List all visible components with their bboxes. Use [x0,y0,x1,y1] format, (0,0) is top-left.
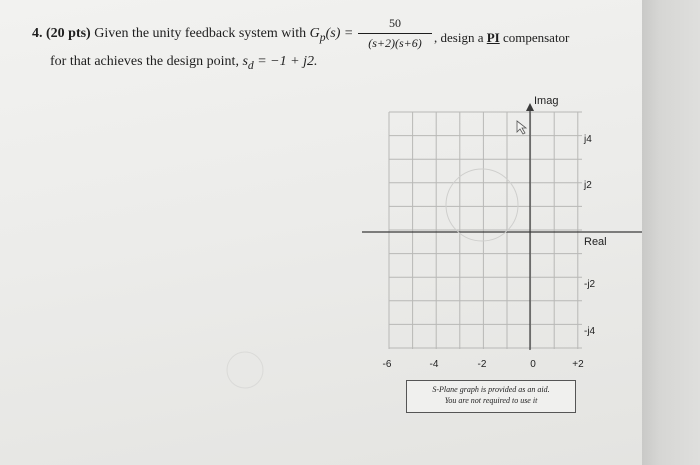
plant-symbol: $G_p(s)$ = [309,26,354,44]
design-point-symbol: $s_d$ [242,54,254,72]
x-tick-label: 0 [530,359,536,370]
line2-text: for that achieves the design point, [50,54,239,69]
imag-axis-label: Imag [534,95,559,107]
note-line-2: You are not required to use it [444,396,538,405]
pi-label: PI [486,30,500,45]
problem-text-after: , design a PI compensator [434,30,570,45]
cursor-icon [517,121,526,134]
y-tick-label: j2 [584,180,592,191]
s-plane-aid-note [406,380,576,413]
compensator-word: compensator [502,30,570,45]
x-tick-labels [383,359,585,370]
y-tick-label: -j4 [584,326,596,337]
tf-denominator: (s+2)(s+6) [368,36,422,50]
y-tick-label: -j2 [584,279,596,290]
real-axis-label: Real [584,236,607,248]
problem-text-before: Given the unity feedback system with [94,26,307,41]
faint-circle-mark-lower [227,352,263,388]
grid-lines [389,112,582,349]
note-line-1: S-Plane graph is provided as an aid. [432,385,550,394]
tf-numerator: 50 [389,16,401,30]
problem-points: (20 pts) [46,26,91,41]
paper-edge-background [642,0,700,465]
x-tick-label: -4 [429,359,439,370]
problem-number: 4. [32,26,43,41]
imag-axis-arrow [526,103,534,111]
x-tick-label: -6 [382,359,392,370]
x-tick-label: -2 [477,359,487,370]
design-point-value: = −1 + j2. [257,54,318,69]
x-tick-label: +2 [572,359,584,370]
y-tick-label: j4 [584,134,592,145]
